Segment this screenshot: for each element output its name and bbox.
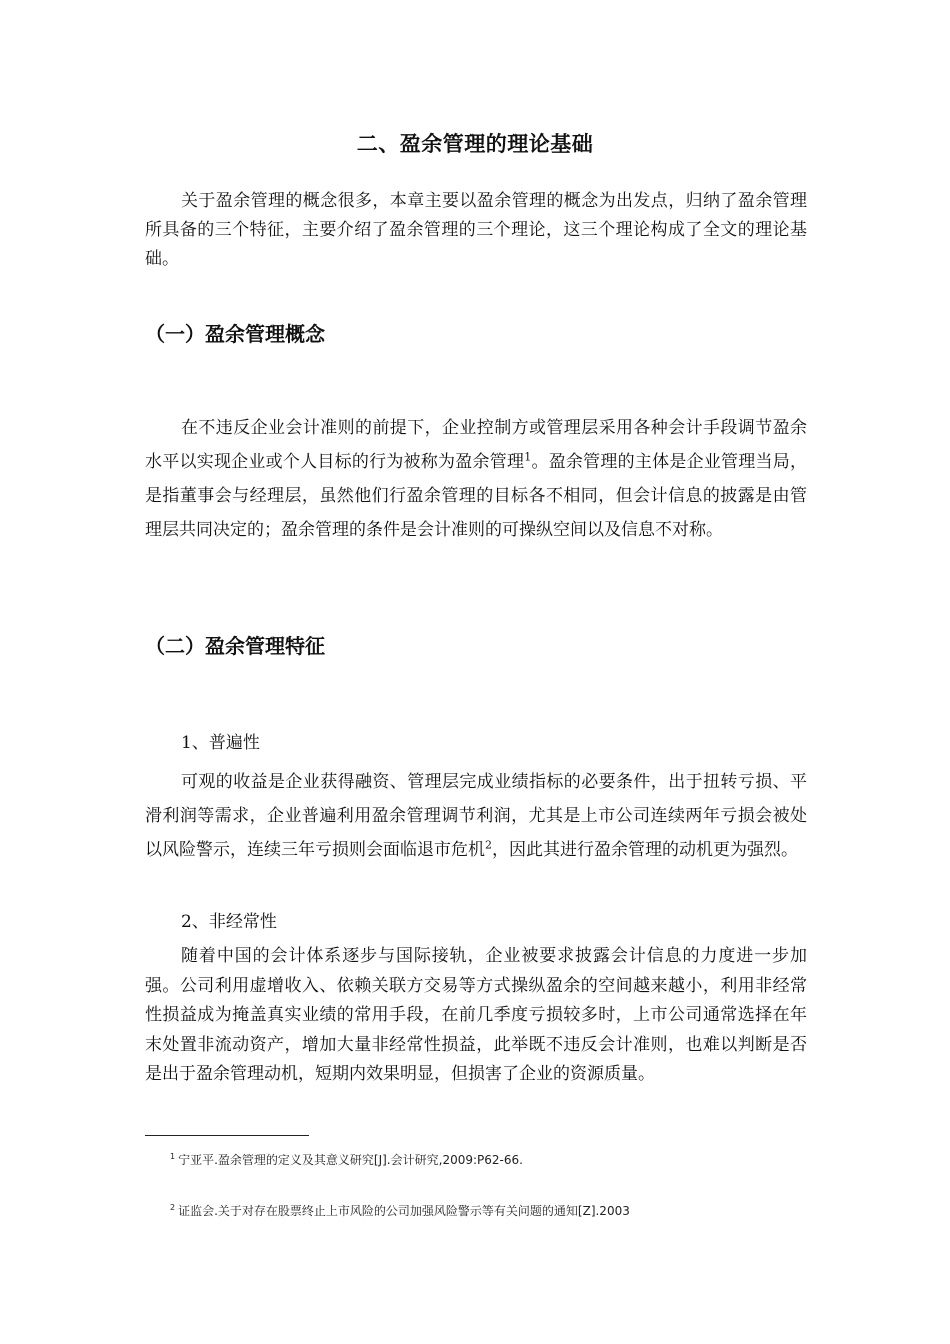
footnote-ref-2[interactable]: 2 — [485, 838, 492, 852]
section1-text-a: 在不违反企业会计准则的前提下，企业控制方或管理层采用各种会计手段调节盈余水平以实现企业或个人目标的行为被称为盈余管理 — [145, 418, 807, 472]
section1-text-b: 。盈余管理的主体是企业管理当局，是指董事会与经理层，虽然他们行盈余管理的目标各不相同，但会计信息的披露是由管理层共同决定的；盈余管理的条件是会计准则的可操纵空间以及信息不对称。 — [145, 452, 808, 540]
item1-paragraph — [145, 765, 807, 867]
item1-text-b: ，因此其进行盈余管理的动机更为强烈。 — [492, 840, 798, 860]
item1-label: 1、普遍性 — [181, 733, 260, 753]
section2-heading: （二）盈余管理特征 — [145, 634, 325, 658]
section1-paragraph — [145, 411, 807, 547]
footnote-1 — [170, 1151, 523, 1168]
footnote-2-number: 2 — [170, 1203, 176, 1212]
intro-paragraph: 关于盈余管理的概念很多，本章主要以盈余管理的概念为出发点，归纳了盈余管理所具备的三个特征，主要介绍了盈余管理的三个理论，这三个理论构成了全文的理论基础。 — [145, 191, 807, 269]
section1-heading: （一）盈余管理概念 — [145, 322, 325, 346]
footnote-1-text: 宁亚平.盈余管理的定义及其意义研究[J].会计研究,2009:P62-66. — [178, 1153, 523, 1167]
footnote-ref-1[interactable]: 1 — [524, 450, 532, 464]
footnote-2 — [170, 1202, 630, 1219]
footnote-2-text: 证监会.关于对存在股票终止上市风险的公司加强风险警示等有关问题的通知[Z].2003 — [178, 1204, 630, 1218]
item2-label: 2、非经常性 — [181, 912, 277, 932]
item1-text-a: 可观的收益是企业获得融资、管理层完成业绩指标的必要条件，出于扭转亏损、平滑利润等需求，企业普遍利用盈余管理调节利润，尤其是上市公司连续两年亏损会被处以风险警示，连续三年亏损则会面临退市危机 — [145, 772, 807, 860]
item2-paragraph: 随着中国的会计体系逐步与国际接轨，企业被要求披露会计信息的力度进一步加强。公司利用虚增收入、依赖关联方交易等方式操纵盈余的空间越来越小，利用非经常性损益成为掩盖真实业绩的常用手段，在前几季度亏损较多时，上市公司通常选择在年末处置非流动资产，增加大量非经常性损益，此举既不违反会计准则，也难以判断是否是出于盈余管理动机，短期内效果明显，但损害了企业的资源质量。 — [145, 946, 807, 1084]
footnote-1-number: 1 — [170, 1152, 176, 1161]
page-title: 二、盈余管理的理论基础 — [356, 132, 594, 156]
footnote-separator — [145, 1135, 309, 1136]
